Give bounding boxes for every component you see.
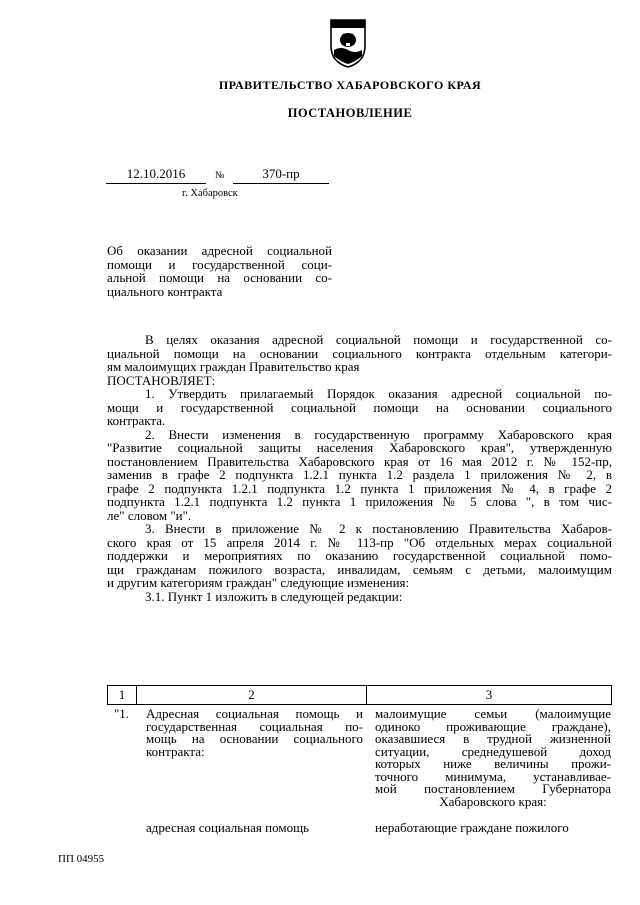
decree-body bbox=[107, 333, 612, 603]
body-line: В целях оказания адресной социальной помощи и государственной со- bbox=[145, 332, 612, 347]
subject-line: циального контракта bbox=[107, 283, 223, 299]
body-line: 3. Внести в приложение № 2 к постановлению Правительства Хабаров- bbox=[145, 521, 612, 536]
decree-date: 12.10.2016 bbox=[106, 166, 206, 184]
cell-line: Хабаровского края: bbox=[439, 793, 547, 809]
cell-line: малоимущие семьи (малоимущие bbox=[375, 706, 611, 721]
body-line: постановлением Правительства Хабаровского края от 16 мая 2012 г. № 152-пр, bbox=[107, 453, 612, 469]
table-header-row bbox=[108, 686, 612, 705]
body-line: щи гражданам пожилого возраста, инвалидам, семьям с детьми, малоимущим bbox=[107, 561, 612, 577]
cell-line: контракта: bbox=[146, 743, 205, 759]
body-line: 2. Внести изменения в государственную программу Хабаровского края bbox=[145, 426, 612, 442]
cell-line: мощь на основании социального bbox=[146, 731, 363, 746]
decree-title: ПОСТАНОВЛЕНИЕ bbox=[287, 106, 413, 120]
cell-line: оказавшиеся в трудной жизненной bbox=[375, 731, 611, 746]
decree-number: 370-пр bbox=[233, 166, 329, 184]
document-code: ПП 04955 bbox=[58, 853, 105, 865]
subject-line: помощи и государственной соци- bbox=[107, 256, 332, 272]
cell-line: точного минимума, устанавливае- bbox=[375, 768, 611, 784]
body-line: ского края от 15 апреля 2014 г. № 113-пр "Об отдельных мерах социальной bbox=[107, 534, 612, 550]
table-cell-recipients bbox=[375, 708, 611, 808]
body-line: 1. Утвердить прилагаемый Порядок оказания адресной социальной по- bbox=[145, 386, 612, 401]
body-line: и другим категориям граждан" следующие изменения: bbox=[107, 575, 410, 590]
amendment-table bbox=[107, 685, 612, 705]
subject-line: альной помощи на основании со- bbox=[107, 270, 332, 285]
issue-city: г. Хабаровск bbox=[182, 188, 238, 199]
cell-line: государственная социальная по- bbox=[146, 718, 363, 734]
coat-of-arms-emblem bbox=[327, 16, 369, 68]
body-line: поддержки и мероприятиях по оказанию государственной социальной помо- bbox=[107, 548, 612, 563]
body-line: ПОСТАНОВЛЯЕТ: bbox=[107, 372, 216, 388]
table-cell-recipients: неработающие граждане пожилого bbox=[375, 820, 569, 835]
cell-line: Адресная социальная помощь и bbox=[146, 706, 363, 721]
body-line: мощи и государственной социальной помощи на основании социального bbox=[107, 399, 612, 415]
table-header-cell: 2 bbox=[137, 686, 367, 705]
body-line: циальной помощи на основании социального контракта отдельным категори- bbox=[107, 345, 612, 361]
government-title: ПРАВИТЕЛЬСТВО ХАБАРОВСКОГО КРАЯ bbox=[218, 78, 482, 92]
body-line: подпункта 1.2.1 подпункта 1.2 пункта 1 приложения № 5 слова ", в том чис- bbox=[107, 494, 612, 509]
body-line: ле" словом "и". bbox=[107, 507, 192, 523]
subject-line: Об оказании адресной социальной bbox=[107, 243, 332, 258]
cell-line: одиноко проживающие граждане), bbox=[375, 718, 611, 734]
number-sign: № bbox=[215, 170, 225, 181]
table-header-cell: 1 bbox=[108, 686, 137, 705]
table-row-number: "1. bbox=[114, 706, 130, 721]
cell-line: мой постановлением Губернатора bbox=[375, 781, 611, 796]
body-line: "Развитие социальной защиты населения Хабаровского края", утвержденную bbox=[107, 440, 612, 455]
body-line: ям малоимущих граждан Правительство края bbox=[107, 359, 360, 374]
decree-subject bbox=[107, 244, 332, 298]
cell-line: которых ниже величины прожи- bbox=[375, 756, 611, 771]
body-line: 3.1. Пункт 1 изложить в следующей редакции: bbox=[145, 588, 403, 604]
body-line: графе 2 подпункта 1.2.1 подпункта 1.2 пункта 1 приложения № 4, в графе 2 bbox=[107, 480, 612, 496]
table-cell-type: адресная социальная помощь bbox=[146, 820, 310, 835]
cell-line: ситуации, среднедушевой доход bbox=[375, 743, 611, 759]
body-line: контракта. bbox=[107, 413, 166, 428]
table-header-cell: 3 bbox=[367, 686, 612, 705]
body-line: заменив в графе 2 подпункта 1.2.1 пункта 1.2 раздела 1 приложения № 2, в bbox=[107, 467, 612, 482]
table-cell-type bbox=[146, 708, 363, 758]
